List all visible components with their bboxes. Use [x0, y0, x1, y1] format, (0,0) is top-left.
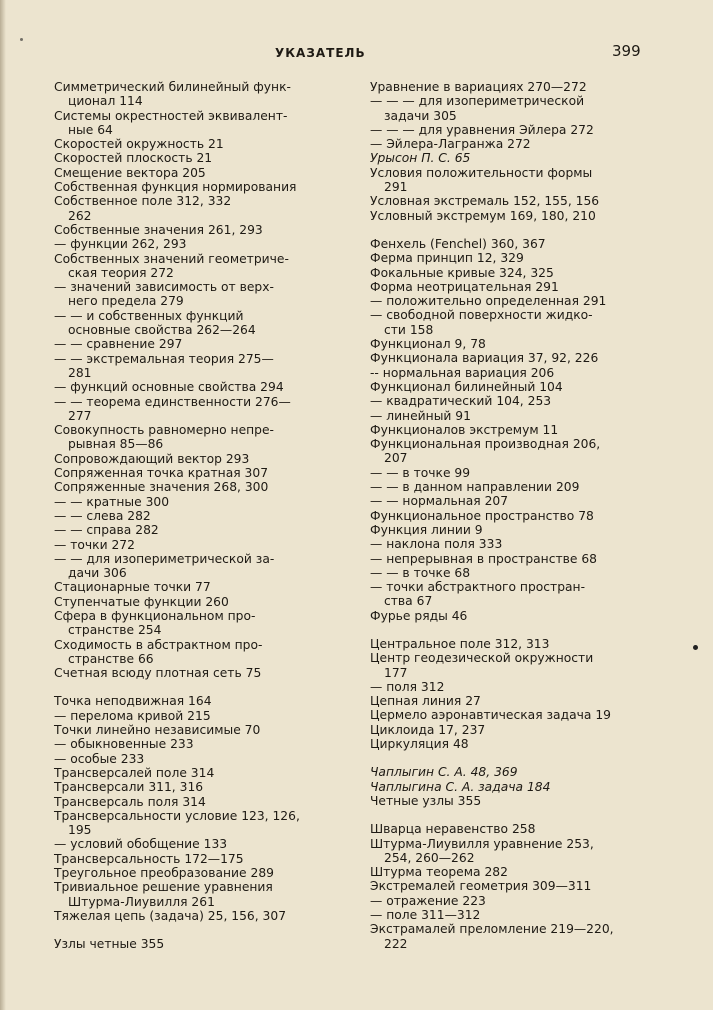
index-entry: — условий обобщение 133: [54, 837, 228, 852]
index-entry: — непрерывная в пространстве 68: [370, 551, 597, 566]
index-entry: Системы окрестностей эквивалент-: [54, 108, 288, 123]
index-entry: Функция линии 9: [370, 522, 483, 537]
index-entry-continuation: 177: [384, 665, 408, 680]
index-entry: — — — для уравнения Эйлера 272: [370, 122, 594, 137]
index-entry-continuation: 277: [68, 408, 92, 423]
index-entry: Цермело аэронавтическая задача 19: [370, 708, 611, 723]
index-entry-continuation: странстве 254: [68, 623, 162, 638]
index-entry-continuation: 262: [68, 208, 92, 223]
index-entry: — — в точке 99: [370, 465, 471, 480]
index-entry: -- нормальная вариация 206: [370, 365, 555, 380]
index-entry: — — экстремальная теория 275—: [54, 351, 274, 366]
index-entry: — — справа 282: [54, 523, 159, 538]
index-entry: Трансверсалей поле 314: [54, 765, 215, 780]
index-entry: Центр геодезической окружности: [370, 651, 594, 666]
index-entry: Функционала вариация 37, 92, 226: [370, 351, 599, 366]
index-entry: Сопровождающий вектор 293: [54, 451, 250, 466]
index-entry: Условный экстремум 169, 180, 210: [370, 208, 596, 223]
index-entry: Функциональное пространство 78: [370, 508, 594, 523]
index-entry: Точка неподвижная 164: [54, 694, 212, 709]
index-entry: Собственная функция нормирования: [54, 180, 297, 195]
index-entry: Трансверсальности условие 123, 126,: [54, 808, 300, 823]
index-entry: — функции 262, 293: [54, 237, 187, 252]
index-entry: Функционалов экстремум 11: [370, 422, 559, 437]
index-entry: Экстремалей геометрия 309—311: [370, 879, 592, 894]
index-entry: Сопряженная точка кратная 307: [54, 466, 269, 481]
index-entry: — — сравнение 297: [54, 337, 183, 352]
index-entry-continuation: 254, 260—262: [384, 850, 475, 865]
index-entry: Точки линейно независимые 70: [54, 723, 261, 738]
index-entry-continuation: странстве 66: [68, 651, 154, 666]
index-entry: — — — для изопериметрической: [370, 94, 585, 109]
scan-speck: [20, 38, 23, 41]
index-entry-continuation: основные свойства 262—264: [68, 323, 256, 338]
index-entry: Собственных значений геометриче-: [54, 251, 289, 266]
index-entry: Ферма принцип 12, 329: [370, 251, 524, 266]
index-entry: Четные узлы 355: [370, 793, 482, 808]
index-entry: Функционал 9, 78: [370, 337, 486, 352]
index-entry-continuation: 291: [384, 180, 408, 195]
index-entry: Симметрический билинейный функ-: [54, 80, 291, 94]
index-entry: — — для изопериметрической за-: [54, 551, 275, 566]
index-entry: — положительно определенная 291: [370, 294, 607, 309]
index-entry: Совокупность равномерно непре-: [54, 423, 274, 438]
index-entry: — перелома кривой 215: [54, 708, 211, 723]
index-entry: — — в данном направлении 209: [370, 480, 580, 495]
index-entry: Шварца неравенство 258: [370, 822, 536, 837]
index-entry-continuation: задачи 305: [384, 108, 457, 123]
index-entry-continuation: сти 158: [384, 322, 434, 337]
index-entry: — — в точке 68: [370, 565, 471, 580]
index-entry: Счетная всюду плотная сеть 75: [54, 666, 262, 681]
index-entry-continuation: ционал 114: [68, 94, 143, 109]
index-entry: Сходимость в абстрактном про-: [54, 637, 263, 652]
index-entry: — обыкновенные 233: [54, 737, 194, 752]
index-entry: Фурье ряды 46: [370, 608, 468, 623]
index-entry: Чаплыгина С. А. задача 184: [370, 779, 551, 794]
index-entry: Уравнение в вариациях 270—272: [370, 80, 587, 94]
index-entry: Штурма теорема 282: [370, 865, 508, 880]
index-entry: Тривиальное решение уравнения: [54, 880, 273, 895]
page-header: [0, 42, 713, 64]
index-entry: — отражение 223: [370, 893, 486, 908]
index-entry-continuation: рывная 85—86: [68, 437, 164, 452]
index-column-right: [370, 80, 650, 951]
index-entry: — — нормальная 207: [370, 494, 509, 509]
index-entry: — функций основные свойства 294: [54, 380, 284, 395]
index-entry: Форма неотрицательная 291: [370, 279, 559, 294]
index-entry-continuation: 207: [384, 451, 408, 466]
index-entry: Ступенчатые функции 260: [54, 594, 229, 609]
scan-edge-shadow: [0, 0, 6, 1010]
index-entry: Собственные значения 261, 293: [54, 222, 263, 237]
index-entry: Смещение вектора 205: [54, 165, 206, 180]
index-entry: — Эйлера-Лагранжа 272: [370, 137, 531, 152]
index-entry: Урысон П. С. 65: [370, 151, 471, 166]
index-entry: Фенхель (Fenchel) 360, 367: [370, 236, 546, 251]
index-entry: Штурма-Лиувилля уравнение 253,: [370, 836, 594, 851]
running-title: УКАЗАТЕЛЬ: [275, 46, 366, 60]
index-entry-continuation: него предела 279: [68, 294, 184, 309]
index-entry: — — теорема единственности 276—: [54, 394, 291, 409]
index-entry: — точки 272: [54, 537, 135, 552]
index-entry: Трансверсаль поля 314: [54, 794, 206, 809]
index-entry: Собственное поле 312, 332: [54, 194, 232, 209]
index-entry: Условная экстремаль 152, 155, 156: [370, 194, 600, 209]
index-entry-continuation: Штурма-Лиувилля 261: [68, 894, 215, 909]
index-entry: — значений зависимость от верх-: [54, 280, 274, 295]
index-entry-continuation: ства 67: [384, 594, 433, 609]
index-entry: — поле 311—312: [370, 908, 481, 923]
index-entry: Трансверсальность 172—175: [54, 851, 244, 866]
index-entry: Циклоида 17, 237: [370, 722, 486, 737]
index-entry: — особые 233: [54, 751, 145, 766]
index-entry: — — слева 282: [54, 508, 151, 523]
index-entry: Сопряженные значения 268, 300: [54, 480, 269, 495]
scan-speck: [693, 645, 698, 650]
index-entry: — свободной поверхности жидко-: [370, 308, 593, 323]
index-entry-continuation: дачи 306: [68, 566, 127, 581]
index-entry: Чаплыгин С. А. 48, 369: [370, 765, 518, 780]
index-entry-continuation: 222: [384, 936, 408, 951]
index-entry: — линейный 91: [370, 408, 471, 423]
index-entry: Скоростей плоскость 21: [54, 151, 213, 166]
index-entry: Тяжелая цепь (задача) 25, 156, 307: [54, 908, 287, 923]
index-entry: — — кратные 300: [54, 494, 170, 509]
index-entry-continuation: 281: [68, 365, 92, 380]
index-entry: Условия положительности формы: [370, 165, 593, 180]
index-entry: Функциональная производная 206,: [370, 437, 601, 452]
index-entry-continuation: ные 64: [68, 122, 113, 137]
index-entry-continuation: 195: [68, 823, 92, 838]
index-entry: Цепная линия 27: [370, 694, 481, 709]
index-entry: — поля 312: [370, 679, 445, 694]
index-entry: — квадратический 104, 253: [370, 394, 552, 409]
index-entry: Экстрамалей преломление 219—220,: [370, 922, 614, 937]
index-entry-continuation: ская теория 272: [68, 265, 174, 280]
index-entry: Скоростей окружность 21: [54, 137, 224, 152]
index-entry: Функционал билинейный 104: [370, 379, 563, 394]
index-entry: Трансверсали 311, 316: [54, 780, 204, 795]
index-entry: Узлы четные 355: [54, 937, 165, 952]
index-entry: Сфера в функциональном про-: [54, 608, 256, 623]
index-entry: Треугольное преобразование 289: [54, 866, 274, 881]
page-number: 399: [612, 42, 641, 60]
index-entry: Фокальные кривые 324, 325: [370, 265, 554, 280]
index-entry: Циркуляция 48: [370, 737, 469, 752]
index-entry: — точки абстрактного простран-: [370, 580, 586, 595]
index-entry: — — и собственных функций: [54, 308, 244, 323]
index-column-left: [54, 80, 334, 952]
index-entry: Стационарные точки 77: [54, 580, 211, 595]
index-entry: Центральное поле 312, 313: [370, 636, 550, 651]
index-entry: — наклона поля 333: [370, 537, 503, 552]
